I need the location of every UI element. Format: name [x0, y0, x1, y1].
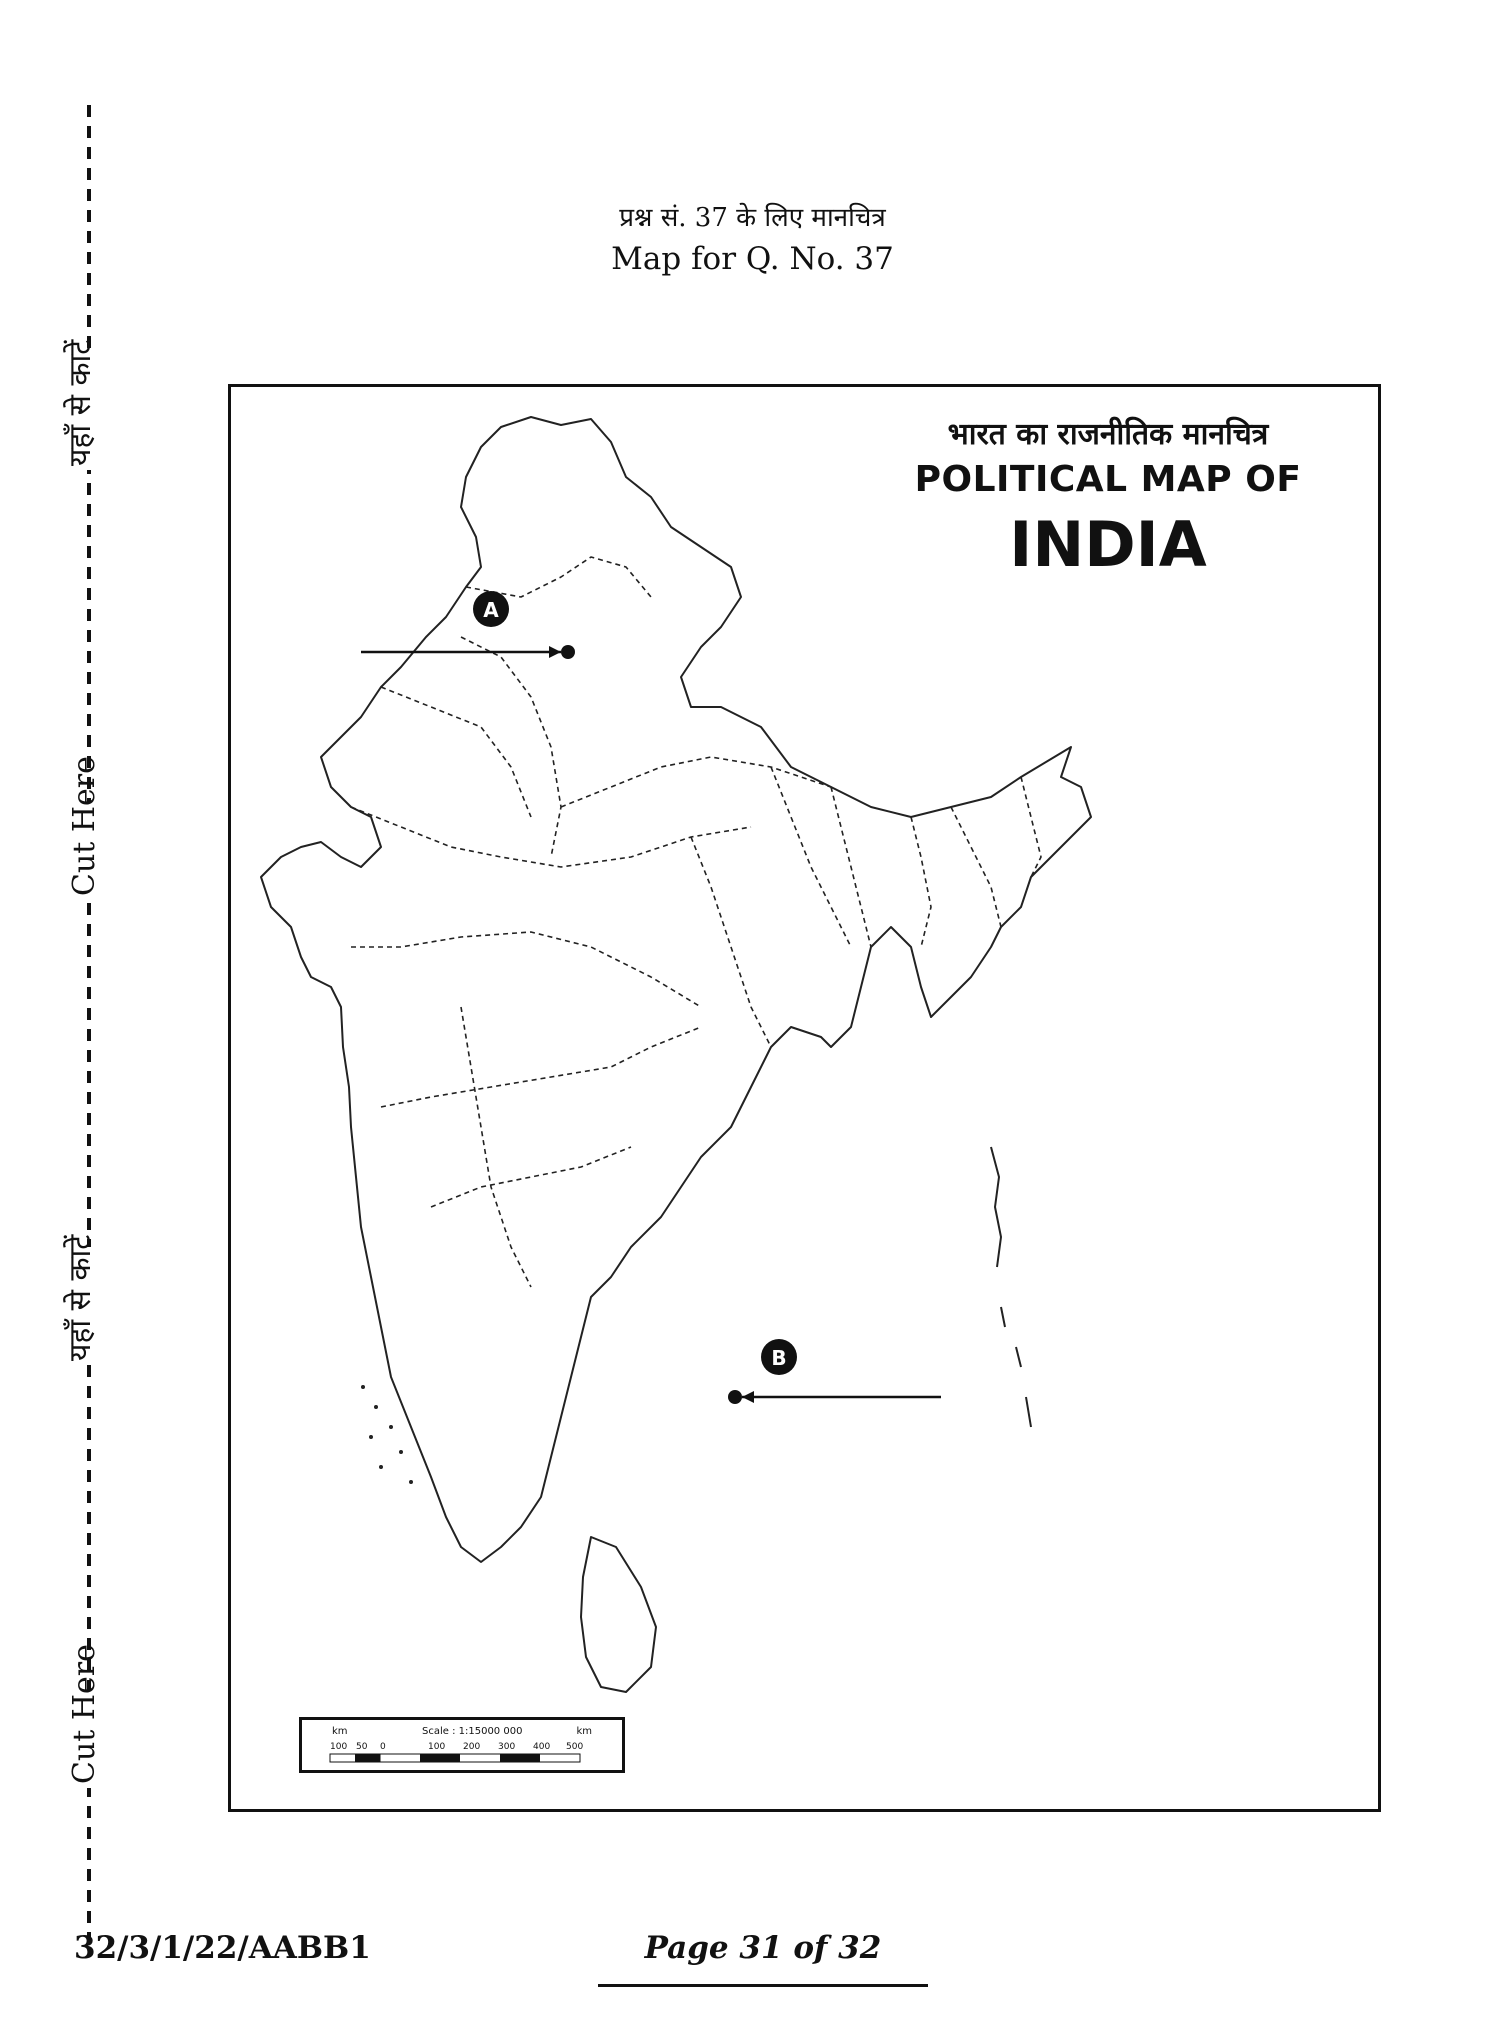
- map-title-big: INDIA: [1009, 508, 1207, 581]
- scale-tick-label: 0: [380, 1742, 386, 1752]
- scale-tick-label: 200: [463, 1742, 481, 1752]
- page-number-underline: [598, 1984, 928, 1987]
- india-outline-map: [231, 387, 1378, 1809]
- scale-tick-label: 300: [498, 1742, 516, 1752]
- header-title-hi: प्रश्न सं. 37 के लिए मानचित्र: [619, 203, 886, 233]
- header-title-en: Map for Q. No. 37: [611, 241, 894, 277]
- india-border: [261, 417, 1091, 1562]
- sri-lanka: [581, 1537, 656, 1692]
- map-title-hi: भारत का राजनीतिक मानचित्र: [947, 417, 1269, 452]
- marker-a: [361, 591, 575, 659]
- scale-tick-label: 100: [428, 1742, 446, 1752]
- paper-code: 32/3/1/22/AABB1: [74, 1930, 371, 1966]
- cut-label-en-bottom: Cut Here: [64, 1690, 106, 1788]
- scale-tick-label: 500: [566, 1742, 584, 1752]
- scale-unit-right: km: [576, 1726, 592, 1737]
- cut-label-en-top: Cut Here: [64, 802, 106, 900]
- cut-label-hi-top: यहाँ से काटें: [60, 352, 102, 470]
- scale-bar: [299, 1717, 625, 1773]
- map-frame: [228, 384, 1381, 1812]
- scale-text: Scale : 1:15000 000: [422, 1726, 523, 1737]
- cut-label-hi-bottom: यहाँ से काटें: [60, 1247, 102, 1365]
- scale-tick-label: 50: [356, 1742, 368, 1752]
- map-title-en: POLITICAL MAP OF: [914, 459, 1302, 500]
- map-title: [878, 415, 1338, 585]
- marker-b: [728, 1339, 941, 1404]
- scale-tick-label: 400: [533, 1742, 551, 1752]
- scale-ticks: [328, 1740, 598, 1770]
- page-header: [0, 200, 1505, 282]
- scale-unit-left: km: [332, 1726, 348, 1737]
- scale-tick-label: 100: [330, 1742, 348, 1752]
- marker-a-label: A: [483, 598, 499, 622]
- page-number: Page 31 of 32: [644, 1930, 882, 1966]
- marker-b-label: B: [771, 1346, 787, 1370]
